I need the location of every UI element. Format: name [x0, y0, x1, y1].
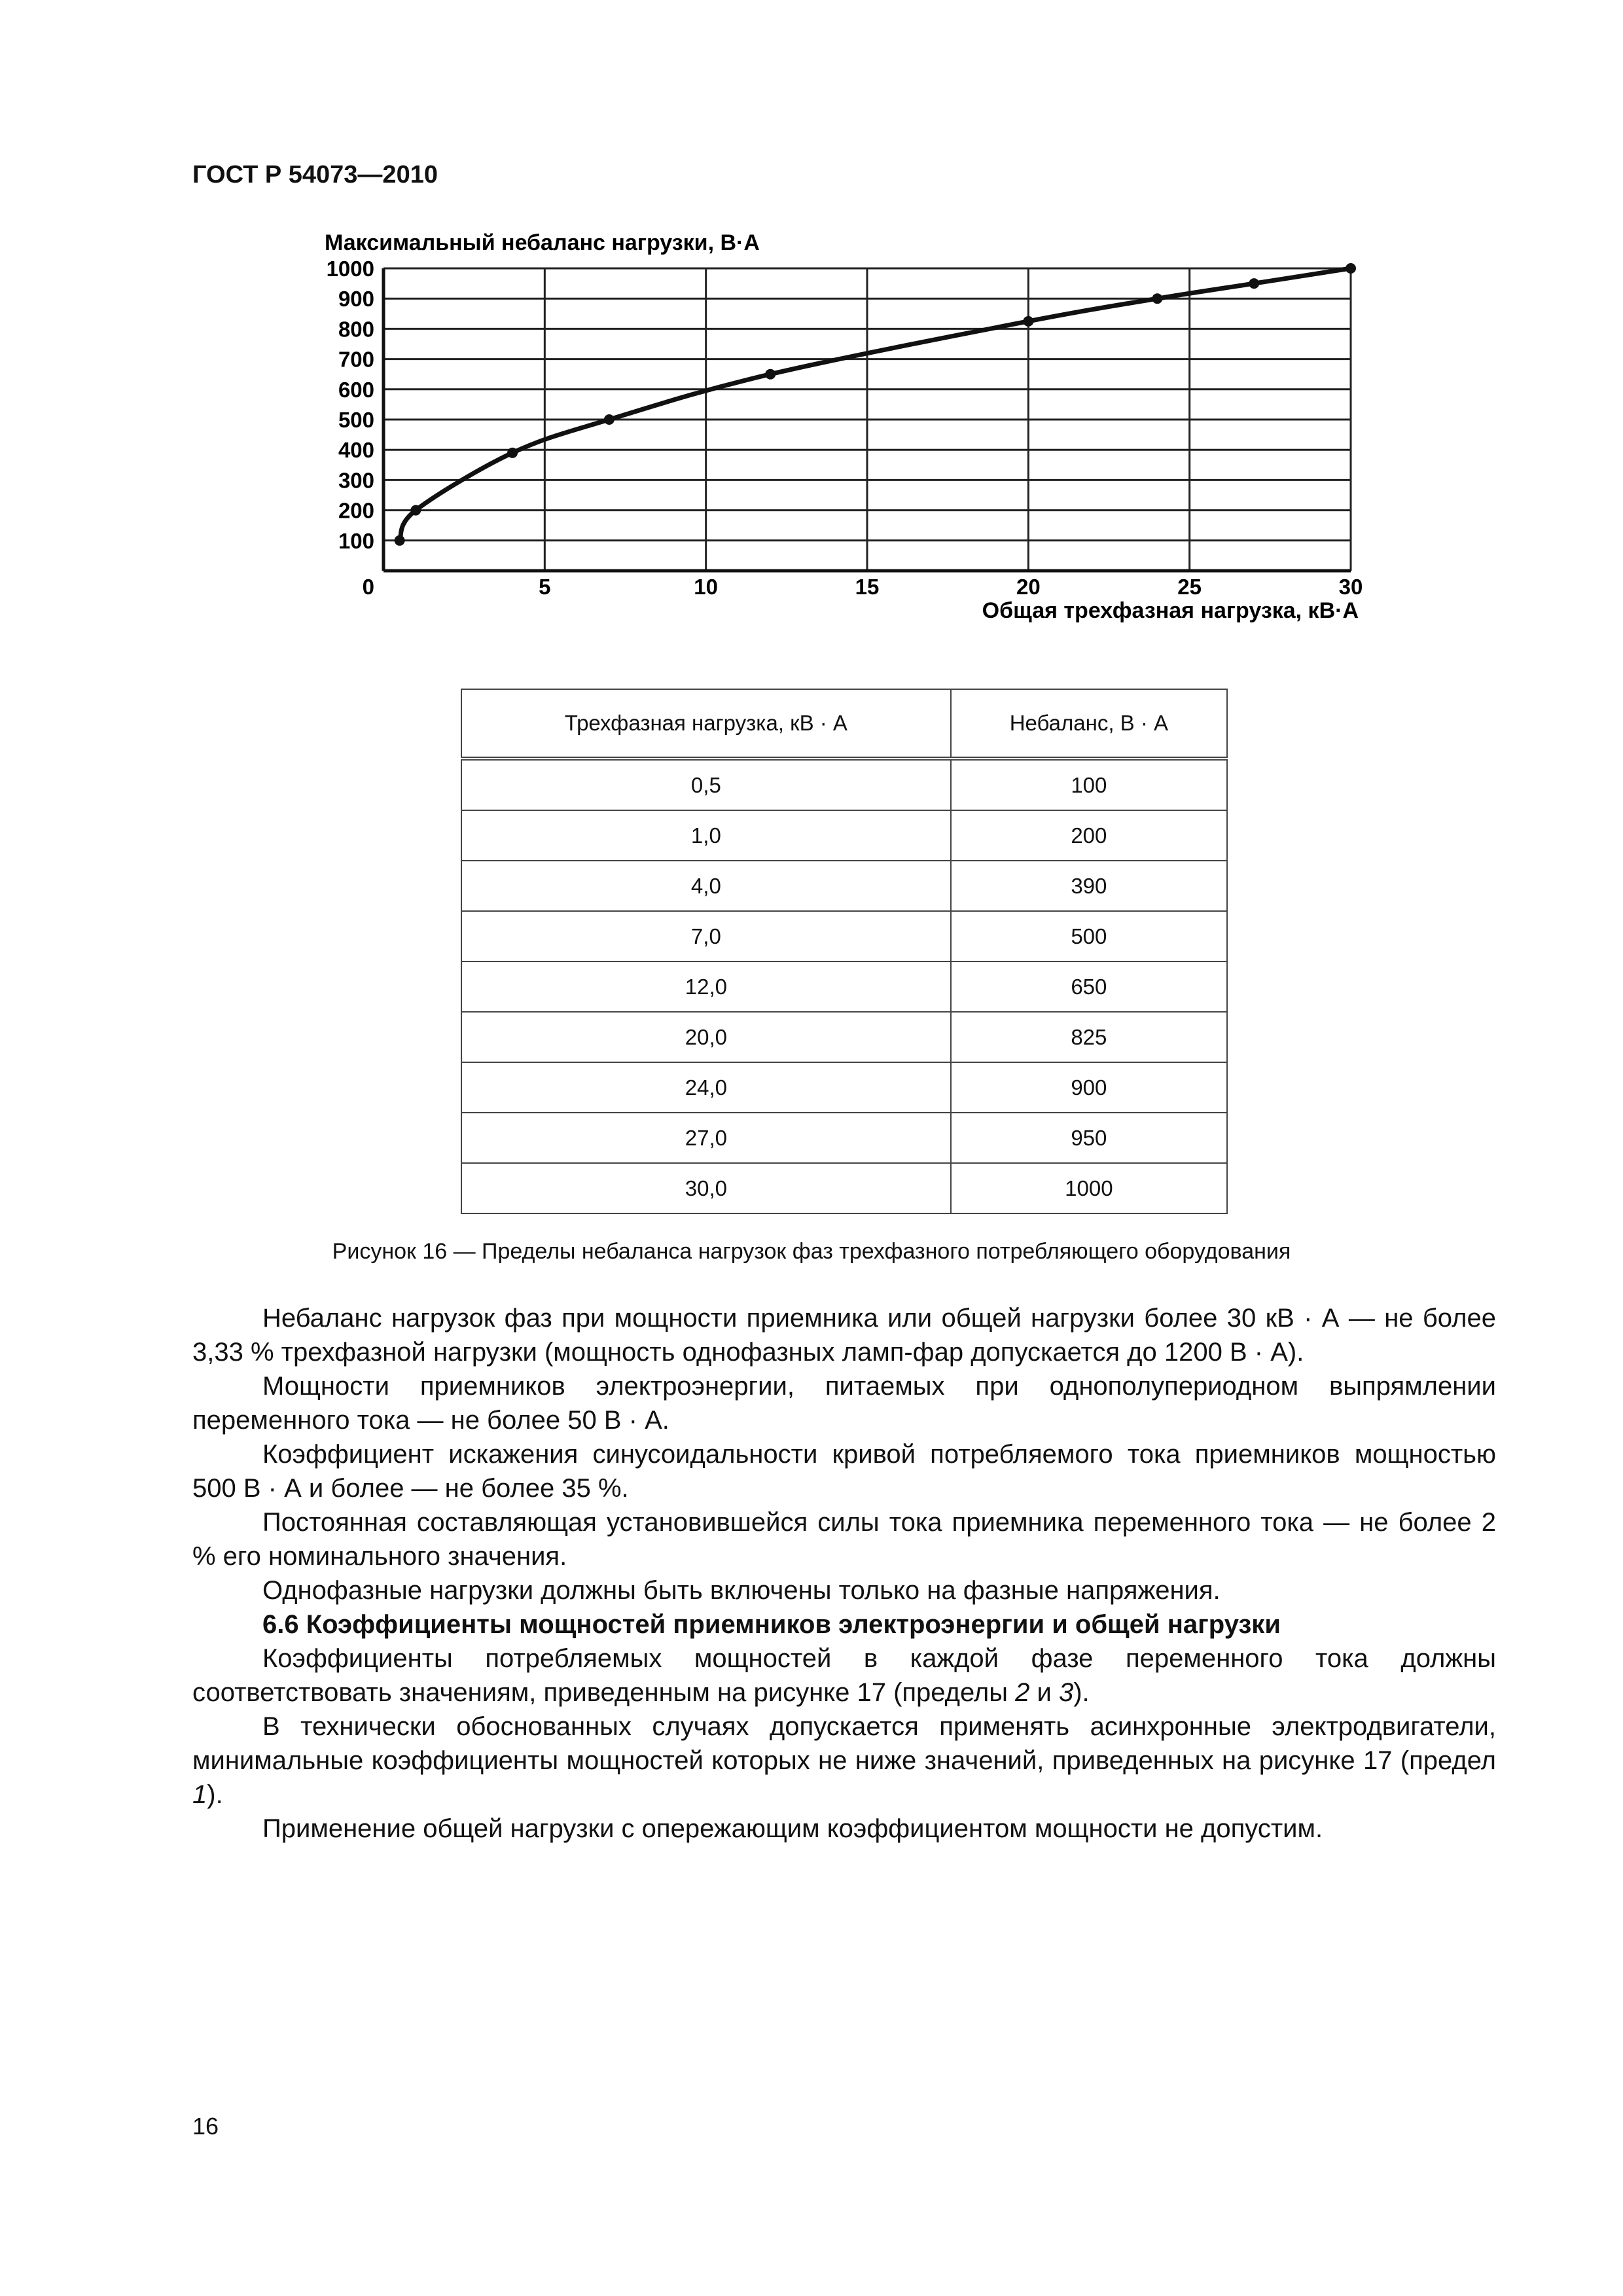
chart-x-ticks [363, 575, 1363, 599]
paragraph-text: ). [207, 1780, 223, 1809]
table-cell: 1,0 [461, 810, 951, 861]
table-cell: 390 [951, 861, 1227, 911]
paragraph-text: и [1029, 1678, 1059, 1707]
paragraph-text: В технически обоснованных случаях допускается применять асинхронные электродвигатели, минимальные коэффициенты мощностей которых не ниже значений, приведенных на рисунке 17 (предел [192, 1712, 1496, 1775]
y-tick-label: 600 [338, 377, 374, 402]
table-cell: 900 [951, 1062, 1227, 1113]
section-heading: 6.6 Коэффициенты мощностей приемников электроэнергии и общей нагрузки [262, 1610, 1281, 1639]
table-row [461, 1163, 1227, 1213]
table-cell: 200 [951, 810, 1227, 861]
table-row [461, 1113, 1227, 1163]
data-point [395, 535, 405, 546]
y-tick-label: 1000 [326, 257, 374, 281]
paragraph-text: Коэффициенты потребляемых мощностей в каждой фазе переменного тока должны соответствовать значениям, приведенным на рисунке 17 (пределы [192, 1644, 1496, 1707]
paragraph-text: ). [1073, 1678, 1090, 1707]
paragraph: Применение общей нагрузки с опережающим коэффициентом мощности не допустим. [262, 1814, 1323, 1843]
imbalance-chart [0, 0, 1623, 655]
table-row [461, 911, 1227, 961]
table-cell: 4,0 [461, 861, 951, 911]
data-table [461, 689, 1228, 1214]
chart-x-axis-label: Общая трехфазная нагрузка, кВ·А [982, 598, 1359, 623]
table-header-cell: Трехфазная нагрузка, кВ · А [461, 689, 951, 759]
y-tick-label: 900 [338, 287, 374, 312]
y-tick-label: 300 [338, 468, 374, 493]
limit-number: 2 [1015, 1678, 1030, 1707]
table-row [461, 1012, 1227, 1062]
paragraph: Постоянная составляющая установившейся силы тока приемника переменного тока — не более 2 % его номинального значения. [192, 1508, 1496, 1571]
table-cell: 0,5 [461, 759, 951, 810]
y-tick-label: 200 [338, 498, 374, 523]
x-tick-label: 20 [1016, 575, 1041, 599]
x-tick-label: 25 [1177, 575, 1202, 599]
x-tick-label: 30 [1338, 575, 1363, 599]
y-tick-label: 700 [338, 347, 374, 372]
paragraph: Небаланс нагрузок фаз при мощности приемника или общей нагрузки более 30 кВ · А — не более 3,33 % трехфазной нагрузки (мощность однофазных ламп-фар допускается до 1200 В · А). [192, 1304, 1496, 1367]
data-point [604, 414, 615, 425]
table-cell: 27,0 [461, 1113, 951, 1163]
data-point [765, 369, 776, 380]
table-cell: 12,0 [461, 961, 951, 1012]
body-text [192, 1301, 1496, 1846]
chart-data-points [395, 263, 1356, 546]
data-point [1152, 293, 1162, 304]
y-tick-label: 400 [338, 438, 374, 463]
table-row [461, 961, 1227, 1012]
data-point [1023, 316, 1033, 327]
table-cell: 500 [951, 911, 1227, 961]
page-number: 16 [192, 2113, 219, 2140]
x-tick-label: 10 [694, 575, 719, 599]
data-point [410, 505, 421, 516]
y-tick-label: 100 [338, 528, 374, 553]
chart-grid [383, 268, 1351, 571]
table-cell: 650 [951, 961, 1227, 1012]
chart-series-line [400, 268, 1351, 541]
table-cell: 825 [951, 1012, 1227, 1062]
table-header-row [461, 689, 1227, 759]
y-tick-label: 500 [338, 408, 374, 432]
limit-number: 1 [192, 1780, 207, 1809]
figure-caption: Рисунок 16 — Пределы небаланса нагрузок фаз трехфазного потребляющего оборудования [332, 1239, 1291, 1264]
paragraph: Коэффициент искажения синусоидальности кривой потребляемого тока приемников мощностью 500 В · А и более — не более 35 %. [192, 1440, 1496, 1503]
x-tick-label: 5 [539, 575, 551, 599]
page-header-title: ГОСТ Р 54073—2010 [192, 161, 438, 188]
table-row [461, 759, 1227, 810]
chart-y-axis-label: Максимальный небаланс нагрузки, В·А [325, 230, 760, 255]
paragraph: Мощности приемников электроэнергии, питаемых при однополупериодном выпрямлении переменного тока — не более 50 В · А. [192, 1372, 1496, 1435]
data-point [507, 448, 518, 458]
table-row [461, 1062, 1227, 1113]
paragraph [192, 1641, 1496, 1710]
table-cell: 950 [951, 1113, 1227, 1163]
paragraph [192, 1710, 1496, 1812]
table-cell: 30,0 [461, 1163, 951, 1213]
paragraph: Однофазные нагрузки должны быть включены только на фазные напряжения. [262, 1576, 1221, 1605]
chart-y-ticks [327, 257, 374, 553]
y-tick-label: 800 [338, 317, 374, 342]
limit-number: 3 [1058, 1678, 1074, 1707]
table-cell: 7,0 [461, 911, 951, 961]
data-point [1346, 263, 1356, 274]
table-cell: 24,0 [461, 1062, 951, 1113]
table-cell: 1000 [951, 1163, 1227, 1213]
table-cell: 100 [951, 759, 1227, 810]
table-row [461, 810, 1227, 861]
data-point [1249, 278, 1259, 289]
table-cell: 20,0 [461, 1012, 951, 1062]
table-header-cell: Небаланс, В · А [951, 689, 1227, 759]
table-row [461, 861, 1227, 911]
x-tick-label: 15 [855, 575, 880, 599]
x-tick-label: 0 [362, 575, 374, 599]
